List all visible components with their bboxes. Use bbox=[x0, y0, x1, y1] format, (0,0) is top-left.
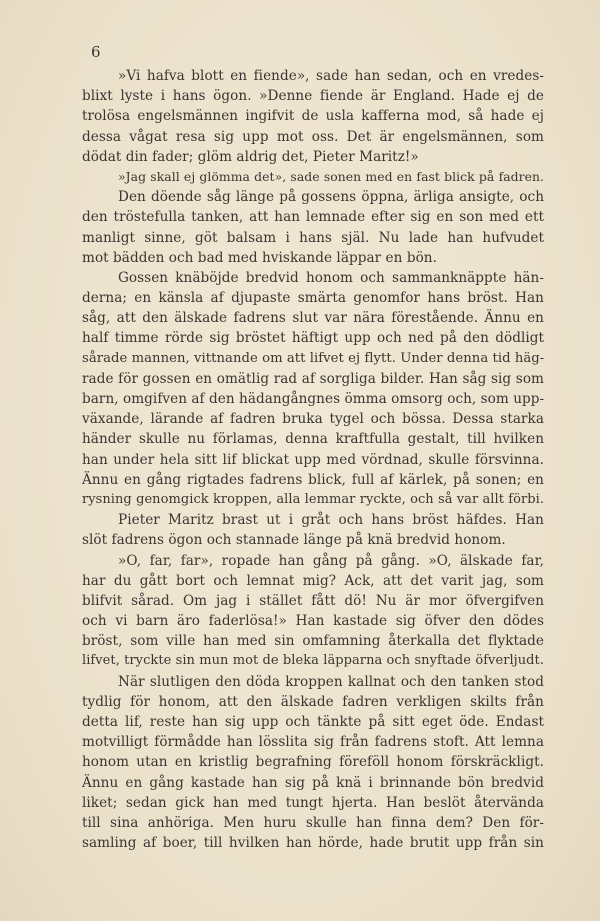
text-line: såg, att den älskade fadrens slut var nära förestående. Ännu en bbox=[82, 310, 544, 327]
body-text bbox=[82, 66, 544, 853]
text-line: Den döende såg länge på gossens öppna, ärliga ansigte, och bbox=[118, 189, 544, 206]
text-line: dessa vågat resa sig upp mot oss. Det är engelsmännen, som bbox=[82, 128, 544, 145]
text-line: rade för gossen en omätlig rad af sorgliga bilder. Han såg sig som bbox=[82, 370, 544, 387]
paragraph bbox=[82, 187, 544, 268]
text-line: mot bädden och bad med hviskande läppar en bön. bbox=[82, 249, 437, 266]
text-line: slöt fadrens ögon och stannade länge på knä bredvid honom. bbox=[82, 532, 506, 549]
text-line: »Vi hafva blott en fiende», sade han sedan, och en vredes- bbox=[118, 68, 544, 84]
text-line: sårade mannen, vittnande om att lifvet ej flytt. Under denna tid häg- bbox=[82, 350, 544, 366]
text-line: liket; sedan gick han med tungt hjerta. Han beslöt återvända bbox=[82, 794, 544, 811]
text-line: dödat din fader; glöm aldrig det, Pieter Maritz!» bbox=[82, 148, 419, 165]
text-line: honom utan en kristlig begrafning föreföll honom förskräckligt. bbox=[82, 754, 544, 771]
text-line: tydlig för honom, att den älskade fadren verkligen skilts från bbox=[82, 693, 544, 710]
paragraph bbox=[82, 551, 544, 672]
text-line: blixt lyste i hans ögon. »Denne fiende är England. Hade ej de bbox=[82, 88, 544, 105]
text-line: den tröstefulla tanken, att han lemnade efter sig en son med ett bbox=[82, 209, 544, 226]
text-line: trolösa engelsmännen ingifvit de usla kafferna mod, så hade ej bbox=[82, 108, 544, 125]
text-line: lifvet, tryckte sin mun mot de bleka läpparna och snyftade öfverljudt. bbox=[82, 653, 544, 669]
paragraph bbox=[82, 167, 544, 187]
text-line: han under hela sitt lif blickat upp med vördnad, skulle försvinna. bbox=[82, 451, 544, 468]
text-line: När slutligen den döda kroppen kallnat och den tanken stod bbox=[118, 673, 544, 690]
text-line: »O, far, far», ropade han gång på gång. »O, älskade far, bbox=[118, 552, 544, 569]
paragraph bbox=[82, 510, 544, 550]
text-line: manligt sinne, göt balsam i hans själ. Nu lade han hufvudet bbox=[82, 229, 544, 246]
text-line: derna; en känsla af djupaste smärta genomfor hans bröst. Han bbox=[82, 290, 544, 307]
text-line: detta lif, reste han sig upp och tänkte på sitt eget öde. Endast bbox=[82, 714, 544, 730]
text-line: samling af boer, till hvilken han hörde, hade brutit upp från sin bbox=[82, 835, 544, 852]
text-line: rysning genomgick kroppen, alla lemmar ryckte, och så var allt förbi. bbox=[82, 491, 544, 507]
paragraph bbox=[82, 268, 544, 510]
text-line: »Jag skall ej glömma det», sade sonen med en fast blick på fadren. bbox=[118, 168, 544, 184]
text-line: blifvit sårad. Om jag i stället fått dö! Nu är mor öfvergifven bbox=[82, 592, 544, 609]
paragraph bbox=[82, 66, 544, 167]
text-line: half timme rörde sig bröstet häftigt upp och ned på den dödligt bbox=[82, 330, 544, 347]
text-line: motvilligt förmådde han lösslita sig från fadrens stoft. Att lemna bbox=[82, 734, 544, 751]
text-line: Pieter Maritz brast ut i gråt och hans bröst häfdes. Han bbox=[118, 512, 544, 529]
paragraph bbox=[82, 672, 544, 854]
text-line: Ännu en gång kastade han sig på knä i brinnande bön bredvid bbox=[82, 774, 544, 791]
text-line: händer skulle nu förlamas, denna kraftfulla gestalt, till hvilken bbox=[82, 431, 544, 448]
text-line: bröst, som ville han med sin omfamning återkalla det flyktade bbox=[82, 633, 544, 650]
page-number: 6 bbox=[91, 43, 101, 61]
text-line: Gossen knäböjde bredvid honom och sammanknäppte hän- bbox=[118, 269, 544, 286]
text-line: till sina anhöriga. Men huru skulle han finna dem? Den för- bbox=[82, 814, 544, 831]
text-line: har du gått bort och lemnat mig? Ack, att det varit jag, som bbox=[82, 572, 544, 589]
text-line: barn, omgifven af den hädangångnes ömma omsorg och, som upp- bbox=[82, 391, 544, 407]
text-line: Ännu en gång rigtades fadrens blick, full af kärlek, på sonen; en bbox=[82, 471, 544, 488]
text-line: växande, lärande af fadren bruka tygel och bössa. Dessa starka bbox=[82, 411, 544, 428]
text-line: och vi barn äro faderlösa!» Han kastade sig öfver den dödes bbox=[82, 613, 544, 630]
